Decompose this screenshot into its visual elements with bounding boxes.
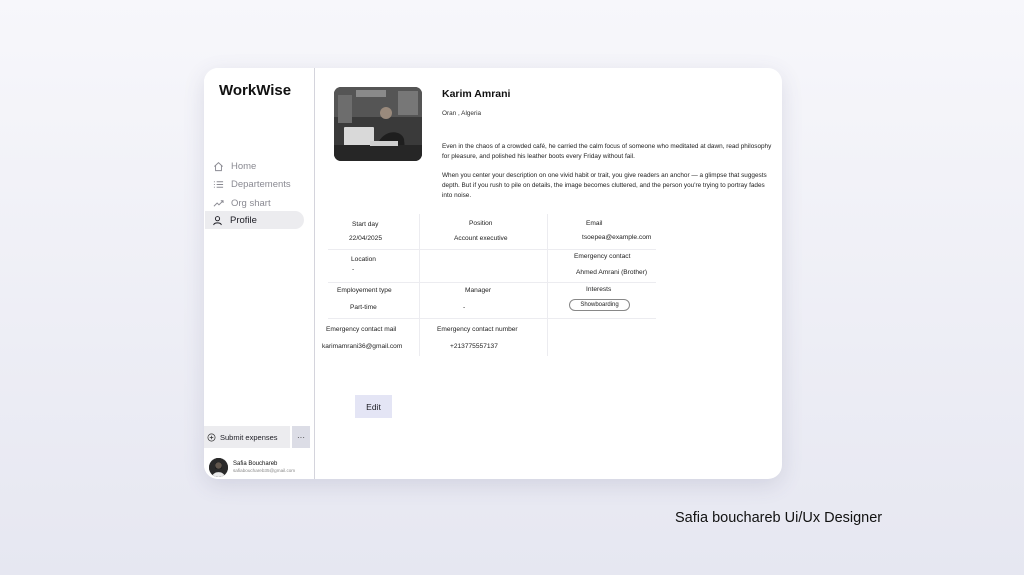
sidebar-item-label: Org shart xyxy=(231,197,271,209)
profile-photo xyxy=(334,87,422,161)
sidebar-item-label: Departements xyxy=(231,178,291,190)
manager-value: - xyxy=(463,304,466,311)
emergency-contact-value: Ahmed Amrani (Brother) xyxy=(576,269,648,276)
position-value: Account executive xyxy=(454,235,508,242)
avatar xyxy=(209,458,228,477)
email-label: Email xyxy=(586,220,603,227)
sidebar-item-departements[interactable] xyxy=(206,175,304,193)
employment-type-label: Employement type xyxy=(337,287,392,294)
location-label: Location xyxy=(351,256,376,263)
sidebar xyxy=(204,68,315,479)
email-value: tsoepea@example.com xyxy=(582,234,652,241)
home-icon xyxy=(212,160,224,172)
emergency-mail-label: Emergency contact mail xyxy=(326,326,397,333)
start-day-label: Start day xyxy=(352,221,379,228)
user-name: Safia Bouchareb xyxy=(233,460,278,467)
sidebar-item-profile[interactable] xyxy=(205,211,304,229)
interest-tag[interactable]: Showboarding xyxy=(569,299,630,311)
emergency-number-value: +213775557137 xyxy=(450,343,498,350)
brand-logo: WorkWise xyxy=(219,82,292,99)
profile-location: Oran , Algeria xyxy=(442,110,482,117)
edit-button[interactable]: Edit xyxy=(355,395,392,418)
interests-label: Interests xyxy=(586,286,612,293)
submit-expenses-label: Submit expenses xyxy=(220,432,278,442)
sidebar-item-org-chart[interactable] xyxy=(206,194,304,212)
grid-divider xyxy=(419,214,420,356)
trend-icon xyxy=(212,197,224,209)
position-label: Position xyxy=(469,220,493,227)
user-icon xyxy=(211,214,223,226)
grid-divider xyxy=(328,282,656,283)
description-paragraph: When you center your description on one vivid habit or trait, you give readers an anchor — a glimpse that suggests depth. But if you rush to pile on details, the image becomes cluttered, and the person you're trying to portray fades into noise. xyxy=(442,171,767,200)
emergency-number-label: Emergency contact number xyxy=(437,326,518,333)
profile-name: Karim Amrani xyxy=(442,88,511,100)
user-email: safiabouchareb35@gmail.com xyxy=(233,467,296,473)
app-window xyxy=(204,68,782,479)
more-options-button[interactable]: ··· xyxy=(292,426,310,448)
description-paragraph: Even in the chaos of a crowded café, he carried the calm focus of someone who meditated at dawn, read philosophy for pleasure, and polished his leather boots every Friday without fail. xyxy=(442,143,772,161)
location-value: - xyxy=(352,266,355,273)
emergency-contact-label: Emergency contact xyxy=(574,253,631,260)
designer-credit: Safia bouchareb Ui/Ux Designer xyxy=(675,510,883,526)
submit-expenses-button[interactable] xyxy=(204,426,290,448)
profile-description xyxy=(442,142,772,209)
grid-divider xyxy=(328,249,656,250)
user-account[interactable] xyxy=(209,457,313,477)
emergency-mail-value: karimamrani36@gmail.com xyxy=(322,343,403,350)
sidebar-item-label: Profile xyxy=(230,214,257,226)
employment-type-value: Part-time xyxy=(350,304,377,311)
sidebar-item-home[interactable] xyxy=(206,157,304,175)
plus-circle-icon xyxy=(207,433,216,442)
start-day-value: 22/04/2025 xyxy=(349,235,383,242)
sidebar-item-label: Home xyxy=(231,160,257,172)
list-icon xyxy=(212,178,224,190)
grid-divider xyxy=(328,318,656,319)
manager-label: Manager xyxy=(465,287,492,294)
grid-divider xyxy=(547,214,548,356)
